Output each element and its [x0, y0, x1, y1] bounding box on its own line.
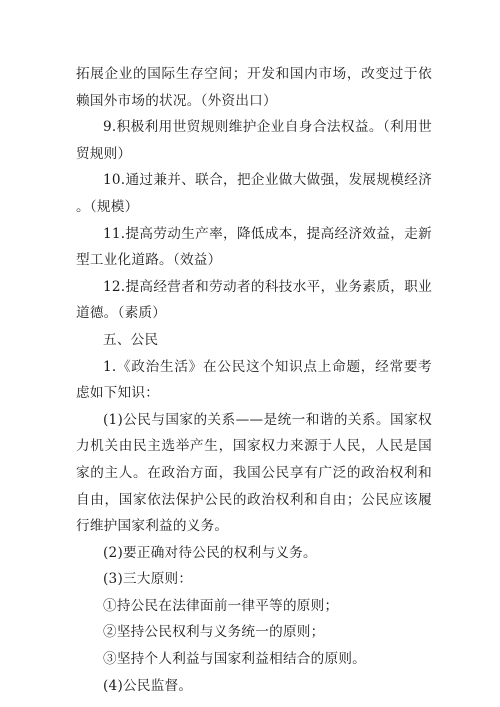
paragraph-intro: 拓展企业的国际生存空间；开发和国内市场，改变过于依赖国外市场的状况。（外资出口）	[76, 66, 432, 109]
paragraph-item-10: 10.通过兼并、联合，把企业做大做强，发展规模经济。（规模）	[76, 172, 432, 215]
paragraph-subpoint-3: (3)三大原则：	[103, 571, 193, 588]
document-page	[76, 61, 432, 699]
paragraph-item-11: 11.提高劳动生产率，降低成本，提高经济效益，走新型工业化道路。（效益）	[76, 225, 432, 269]
section-heading-citizen: 五、公民	[103, 331, 159, 348]
paragraph-item-12: 12.提高经营者和劳动者的科技水平，业务素质，职业道德。（素质）	[76, 278, 432, 322]
paragraph-item-9: 9.积极利用世贸规则维护企业自身合法权益。（利用世贸规则）	[76, 119, 432, 162]
paragraph-point-1: 1.《政治生活》在公民这个知识点上命题，经常要考虑如下知识：	[76, 358, 432, 402]
paragraph-subpoint-2: (2)要正确对待公民的权利与义务。	[103, 544, 317, 561]
paragraph-principle-2: ②坚持公民权利与义务统一的原则；	[103, 624, 325, 641]
paragraph-principle-1: ①持公民在法律面前一律平等的原则；	[103, 597, 339, 614]
paragraph-subpoint-4: (4)公民监督。	[103, 677, 193, 694]
paragraph-subpoint-1: (1)公民与国家的关系——是统一和谐的关系。国家权力机关由民主选举产生，国家权力来源于人民，人民是国家的主人。在政治方面，我国公民享有广泛的政治权利和自由，国家依法保护公民的政治权利和自由；公民应该履行维护国家利益的义务。	[76, 411, 432, 535]
paragraph-principle-3: ③坚持个人利益与国家利益相结合的原则。	[103, 651, 367, 668]
